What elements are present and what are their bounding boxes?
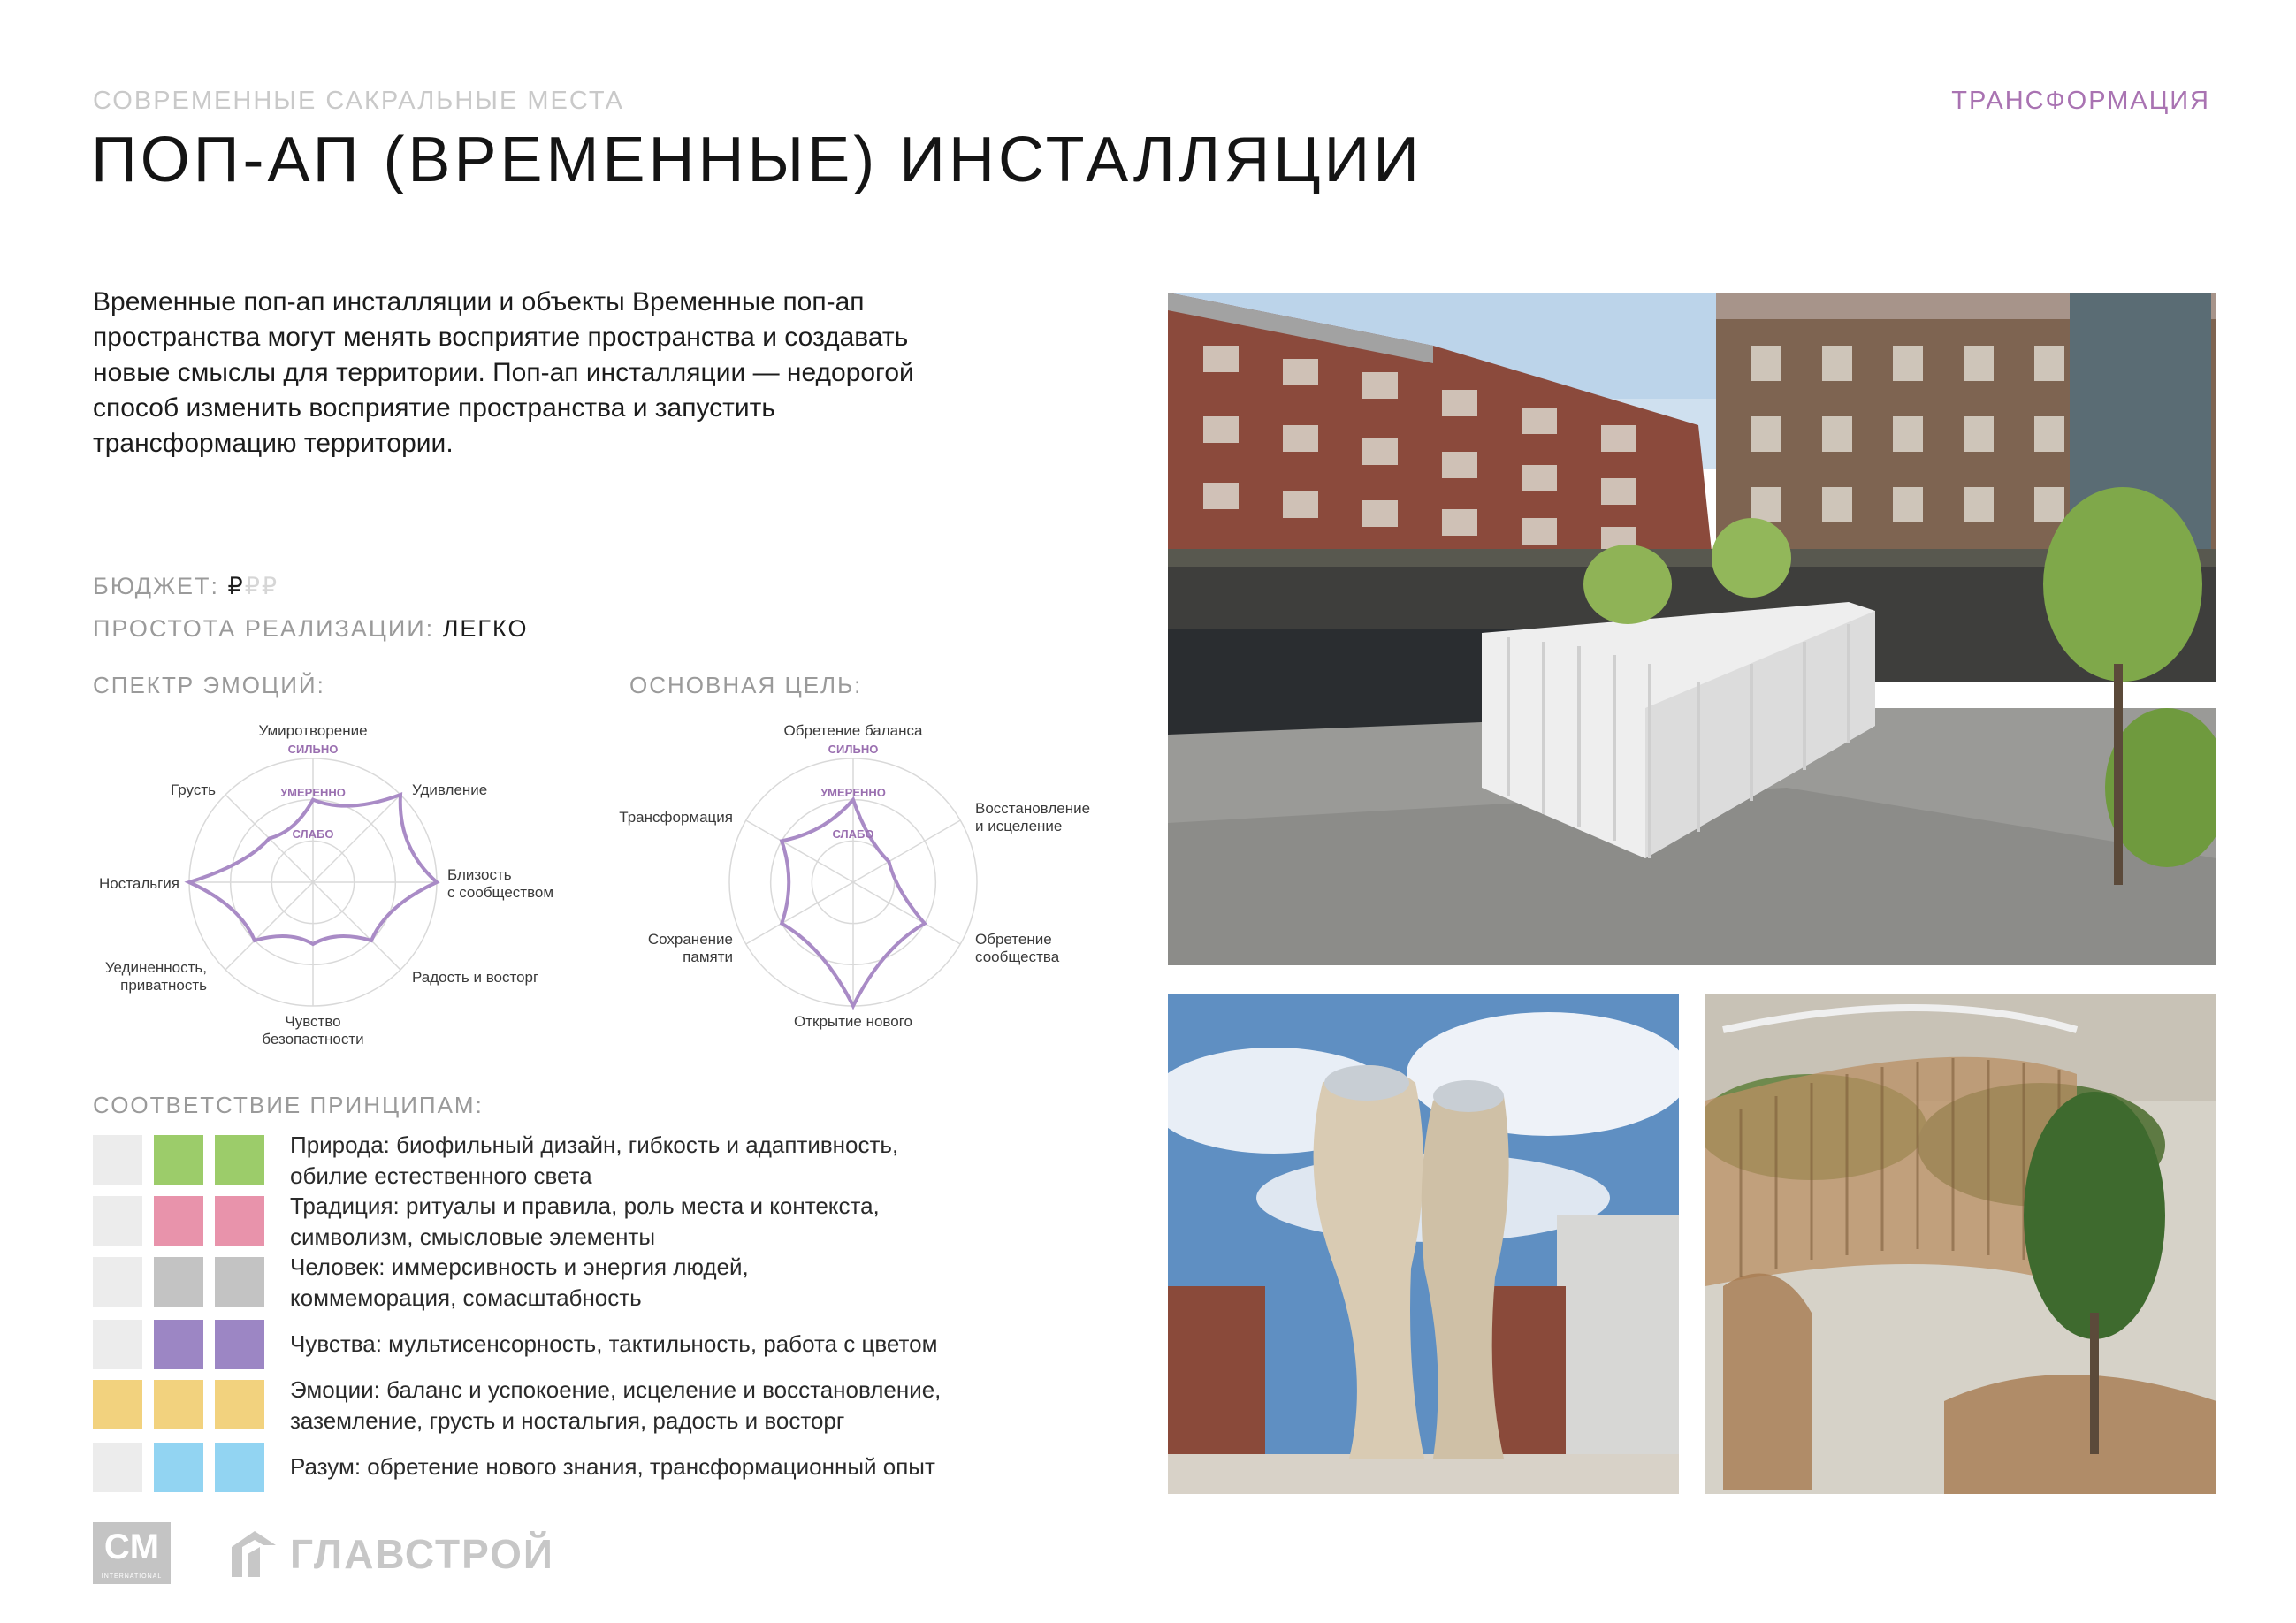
glavstroy-logo-text: ГЛАВСТРОЙ: [290, 1531, 554, 1577]
principle-line: Природа: биофильный дизайн, гибкость и адаптивность,: [290, 1132, 899, 1158]
glavstroy-logo: [232, 1528, 554, 1581]
axis-label-community: сообщества: [975, 949, 1060, 965]
axis-label-restore: Восстановление: [975, 800, 1091, 817]
axis-label-memory: Сохранение: [647, 931, 733, 948]
principle-swatch: [154, 1380, 203, 1429]
principle-line: Человек: иммерсивность и энергия людей,: [290, 1253, 749, 1280]
principle-text: [290, 1252, 1086, 1314]
principle-swatch: [154, 1320, 203, 1369]
principle-swatch: [215, 1380, 264, 1429]
principle-swatch: [215, 1443, 264, 1492]
principle-swatch: [154, 1135, 203, 1185]
section-label: СОВРЕМЕННЫЕ САКРАЛЬНЫЕ МЕСТА: [93, 87, 624, 115]
axis-label-nostalgia: Ностальгия: [99, 875, 179, 892]
intro-line: пространства могут менять восприятие пространства и создавать: [93, 323, 909, 352]
principle-swatch: [154, 1196, 203, 1246]
principle-swatch: [93, 1320, 142, 1369]
level-weak: СЛАБО: [832, 827, 874, 841]
principle-swatch: [215, 1135, 264, 1185]
principle-line: коммеморация, сомасштабность: [290, 1284, 642, 1311]
level-moderate: УМЕРЕННО: [280, 786, 346, 799]
axis-label-calm: Умиротворение: [258, 722, 368, 739]
cm-international-logo: [93, 1522, 171, 1584]
principle-text: [290, 1191, 1086, 1253]
principle-swatch: [93, 1196, 142, 1246]
principle-text: [290, 1375, 1086, 1436]
axis-label-restore: и исцеление: [975, 818, 1063, 834]
principle-swatch: [93, 1257, 142, 1307]
axis-label-community: Обретение: [975, 931, 1052, 948]
intro-line: способ изменить восприятие пространства и запустить: [93, 393, 776, 423]
principle-text: [290, 1130, 1086, 1192]
axis-label-transform: Трансформация: [619, 809, 733, 826]
principle-swatch: [215, 1320, 264, 1369]
intro-line: Временные поп-ап инсталляции и объекты Временные поп-ап: [93, 287, 865, 316]
level-strong: СИЛЬНО: [287, 743, 339, 756]
intro-line: трансформацию территории.: [93, 429, 454, 458]
principle-swatch: [93, 1443, 142, 1492]
courtyard-installation-photo: [1168, 293, 2216, 965]
budget-rub-active: ₽: [227, 573, 245, 599]
principle-line: Разум: обретение нового знания, трансформационный опыт: [290, 1453, 935, 1480]
tower-installation-photo: [1168, 994, 1679, 1494]
ease-label: ПРОСТОТА РЕАЛИЗАЦИИ:: [93, 615, 435, 642]
principle-swatch: [93, 1135, 142, 1185]
principle-line: символизм, смысловые элементы: [290, 1223, 656, 1250]
principles-heading: СООТВЕТСТВИЕ ПРИНЦИПАМ:: [93, 1092, 484, 1118]
goal-heading: ОСНОВНАЯ ЦЕЛЬ:: [629, 672, 863, 698]
wooden-pavilion-photo: [1705, 994, 2216, 1494]
axis-label-sadness: Грусть: [171, 781, 216, 798]
budget-rub-inactive: ₽₽: [244, 573, 279, 599]
axis-label-memory: памяти: [683, 949, 733, 965]
principle-line: заземление, грусть и ностальгия, радость и восторг: [290, 1407, 845, 1434]
ease-value: ЛЕГКО: [442, 615, 529, 642]
intro-line: новые смыслы для территории. Поп-ап инсталляции — недорогой: [93, 358, 914, 387]
axis-label-closeness: с сообществом: [447, 884, 554, 901]
principle-line: Чувства: мультисенсорность, тактильность, работа с цветом: [290, 1330, 938, 1357]
principle-line: Эмоции: баланс и успокоение, исцеление и восстановление,: [290, 1376, 942, 1403]
axis-label-new: Открытие нового: [794, 1013, 912, 1030]
principle-swatch: [215, 1257, 264, 1307]
principle-swatch: [154, 1257, 203, 1307]
axis-label-closeness: Близость: [447, 866, 512, 883]
emotions-heading: СПЕКТР ЭМОЦИЙ:: [93, 672, 325, 698]
axis-label-balance: Обретение баланса: [783, 722, 923, 739]
glavstroy-mark-icon: [232, 1531, 276, 1577]
page-title: ПОП-АП (ВРЕМЕННЫЕ) ИНСТАЛЛЯЦИИ: [91, 125, 1423, 195]
wooden-pavilion-image: [1705, 994, 2216, 1494]
tower-installation-image: [1168, 994, 1679, 1494]
cm-logo-text: CM: [103, 1528, 160, 1566]
principles-table: [0, 0, 1140, 1503]
level-strong: СИЛЬНО: [828, 743, 879, 756]
principle-text: [290, 1329, 1086, 1360]
axis-label-solitude: приватность: [120, 977, 207, 994]
budget-label: БЮДЖЕТ:: [93, 573, 220, 599]
courtyard-installation-image: [1168, 293, 2216, 965]
axis-label-safety: Чувство: [285, 1013, 341, 1030]
level-weak: СЛАБО: [292, 827, 334, 841]
level-moderate: УМЕРЕННО: [820, 786, 886, 799]
axis-label-solitude: Уединенность,: [104, 959, 207, 976]
axis-label-joy: Радость и восторг: [412, 969, 539, 986]
principle-line: Традиция: ритуалы и правила, роль места и контекста,: [290, 1192, 880, 1219]
cm-logo-subtext: INTERNATIONAL: [101, 1573, 163, 1580]
axis-label-surprise: Удивление: [412, 781, 488, 798]
axis-label-safety: безопастности: [262, 1031, 364, 1048]
principle-swatch: [93, 1380, 142, 1429]
principle-swatch: [154, 1443, 203, 1492]
topic-label: ТРАНСФОРМАЦИЯ: [1951, 87, 2210, 115]
principle-swatch: [215, 1196, 264, 1246]
principle-line: обилие естественного света: [290, 1162, 592, 1189]
principle-text: [290, 1452, 1086, 1482]
